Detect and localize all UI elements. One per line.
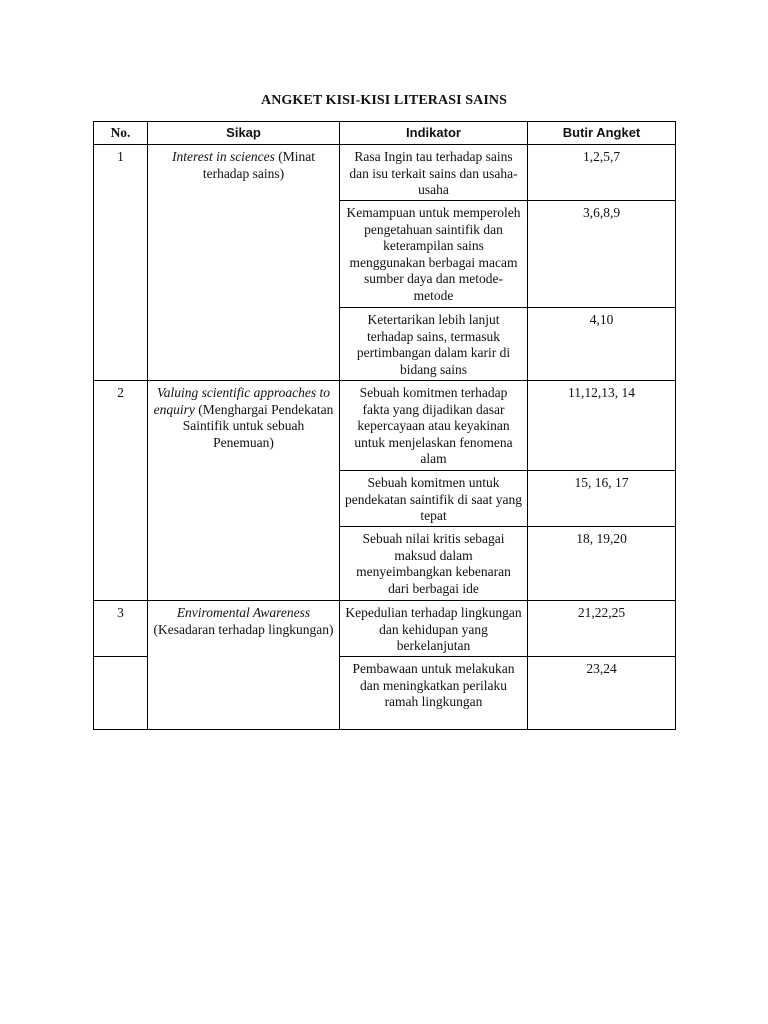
row-number: 3	[94, 601, 148, 657]
row-number: 1	[94, 145, 148, 381]
indikator-cell: Sebuah komitmen untuk pendekatan saintifik di saat yang tepat	[340, 471, 528, 527]
indikator-cell: Pembawaan untuk melakukan dan meningkatkan perilaku ramah lingkungan	[340, 657, 528, 730]
sikap-english: Valuing scientific approaches to enquiry	[153, 385, 331, 417]
indikator-cell: Rasa Ingin tau terhadap sains dan isu terkait sains dan usaha-usaha	[340, 145, 528, 201]
butir-cell: 23,24	[528, 657, 676, 730]
butir-cell: 15, 16, 17	[528, 471, 676, 527]
row-number-empty	[94, 657, 148, 730]
header-indikator: Indikator	[340, 122, 528, 145]
kisi-kisi-table	[93, 121, 676, 730]
table-row	[94, 145, 676, 201]
sikap-english: Interest in sciences	[171, 149, 275, 164]
header-no: No.	[94, 122, 148, 145]
sikap-english: Enviromental Awareness	[176, 605, 311, 620]
indikator-cell: Sebuah nilai kritis sebagai maksud dalam menyeimbangkan kebenaran dari berbagai ide	[340, 527, 528, 601]
sikap-indonesian: (Menghargai Pendekatan Saintifik untuk sebuah Penemuan)	[182, 401, 334, 450]
sikap-cell	[148, 145, 340, 381]
butir-cell: 18, 19,20	[528, 527, 676, 601]
table-header-row	[94, 122, 676, 145]
indikator-cell: Sebuah komitmen terhadap fakta yang dijadikan dasar kepercayaan atau keyakinan untuk menjelaskan fenomena alam	[340, 381, 528, 471]
sikap-cell	[148, 381, 340, 601]
sikap-cell	[148, 601, 340, 730]
sikap-indonesian: (Kesadaran terhadap lingkungan)	[153, 621, 334, 637]
header-butir-angket: Butir Angket	[528, 122, 676, 145]
indikator-cell: Ketertarikan lebih lanjut terhadap sains, termasuk pertimbangan dalam karir di bidang sains	[340, 308, 528, 381]
butir-cell: 3,6,8,9	[528, 201, 676, 308]
sikap-indonesian: (Minat terhadap sains)	[202, 149, 316, 181]
document-title: ANGKET KISI-KISI LITERASI SAINS	[261, 93, 507, 108]
row-number: 2	[94, 381, 148, 601]
butir-cell: 11,12,13, 14	[528, 381, 676, 471]
table-row	[94, 381, 676, 471]
indikator-cell: Kepedulian terhadap lingkungan dan kehidupan yang berkelanjutan	[340, 601, 528, 657]
indikator-cell: Kemampuan untuk memperoleh pengetahuan saintifik dan keterampilan sains menggunakan berbagai macam sumber daya dan metode-metode	[340, 201, 528, 308]
butir-cell: 1,2,5,7	[528, 145, 676, 201]
butir-cell: 21,22,25	[528, 601, 676, 657]
table-row	[94, 601, 676, 657]
header-sikap: Sikap	[148, 122, 340, 145]
butir-cell: 4,10	[528, 308, 676, 381]
